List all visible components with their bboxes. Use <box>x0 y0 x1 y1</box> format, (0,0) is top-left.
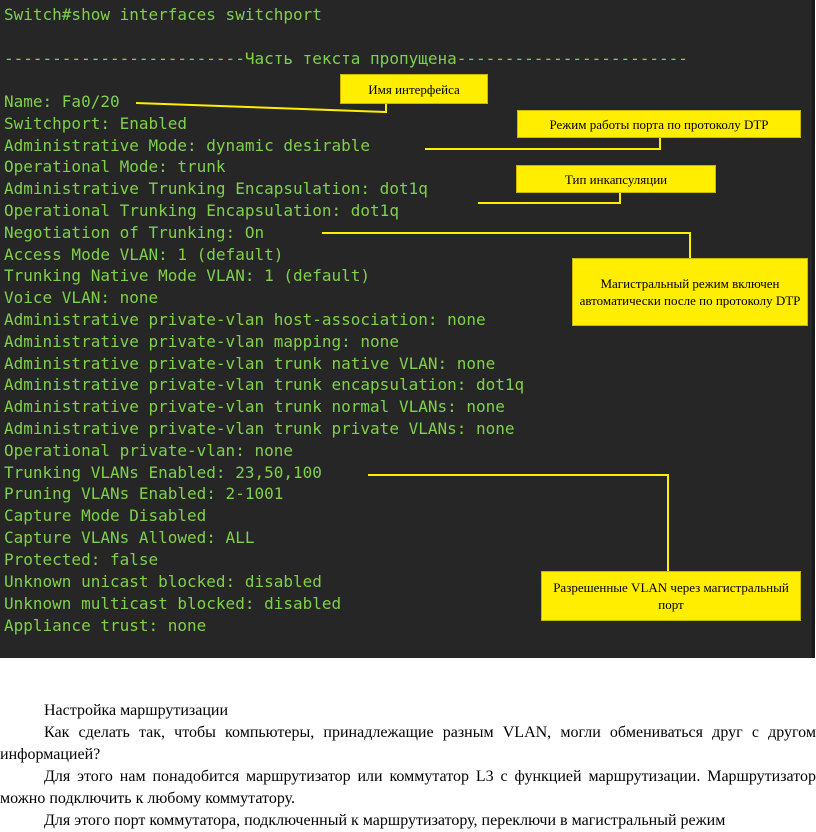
document-body <box>0 700 816 832</box>
terminal-line: Administrative private-vlan trunk normal VLANs: none <box>4 397 505 416</box>
paragraph: Для этого порт коммутатора, подключенный к маршрутизатору, переключи в магистральный режим <box>44 812 726 829</box>
terminal-line: Operational Trunking Encapsulation: dot1q <box>4 201 399 220</box>
terminal-line: Pruning VLANs Enabled: 2-1001 <box>4 484 284 503</box>
terminal-line: Administrative private-vlan trunk private VLANs: none <box>4 419 515 438</box>
terminal-line: Appliance trust: none <box>4 616 207 635</box>
terminal-line: Administrative private-vlan trunk encapsulation: dot1q <box>4 375 525 394</box>
terminal-line: Negotiation of Trunking: On <box>4 223 265 242</box>
terminal-line: -------------------------Часть текста пропущена------------------------ <box>4 49 688 68</box>
terminal-line: Switchport: Enabled <box>4 114 188 133</box>
terminal-line: Operational private-vlan: none <box>4 441 293 460</box>
terminal-line: Trunking Native Mode VLAN: 1 (default) <box>4 266 371 285</box>
terminal-line: Administrative private-vlan trunk native VLAN: none <box>4 354 496 373</box>
terminal-line: Administrative Trunking Encapsulation: dot1q <box>4 179 428 198</box>
terminal-line: Unknown multicast blocked: disabled <box>4 594 342 613</box>
callout-interface-name: Имя интерфейса <box>340 74 488 104</box>
terminal-line: Name: Fa0/20 <box>4 92 120 111</box>
terminal-line: Voice VLAN: none <box>4 288 159 307</box>
terminal-line: Access Mode VLAN: 1 (default) <box>4 245 284 264</box>
terminal-line: Capture VLANs Allowed: ALL <box>4 528 255 547</box>
terminal-line: Protected: false <box>4 550 159 569</box>
terminal-line: Switch#show interfaces switchport <box>4 5 322 24</box>
paragraph: Для этого нам понадобится маршрутизатор или коммутатор L3 с функцией маршрутизации. Маршрутизатор можно подключить к любому коммутатору. <box>0 768 816 807</box>
terminal-line: Capture Mode Disabled <box>4 506 207 525</box>
terminal-line: Trunking VLANs Enabled: 23,50,100 <box>4 463 322 482</box>
terminal-line: Operational Mode: trunk <box>4 157 226 176</box>
callout-trunk-auto: Магистральный режим включен автоматически после по протоколу DTP <box>572 258 808 326</box>
section-heading: Настройка маршрутизации <box>44 702 229 719</box>
paragraph: Как сделать так, чтобы компьютеры, принадлежащие разным VLAN, могли обмениваться друг с другом информацией? <box>0 724 816 763</box>
callout-encapsulation: Тип инкапсуляции <box>516 165 716 193</box>
terminal-line: Administrative private-vlan mapping: none <box>4 332 399 351</box>
callout-dtp-mode: Режим работы порта по протоколу DTP <box>517 110 801 138</box>
terminal-line: Administrative private-vlan host-association: none <box>4 310 486 329</box>
callout-allowed-vlans: Разрешенные VLAN через магистральный порт <box>541 571 801 621</box>
terminal-line: Administrative Mode: dynamic desirable <box>4 136 371 155</box>
terminal-line: Unknown unicast blocked: disabled <box>4 572 322 591</box>
